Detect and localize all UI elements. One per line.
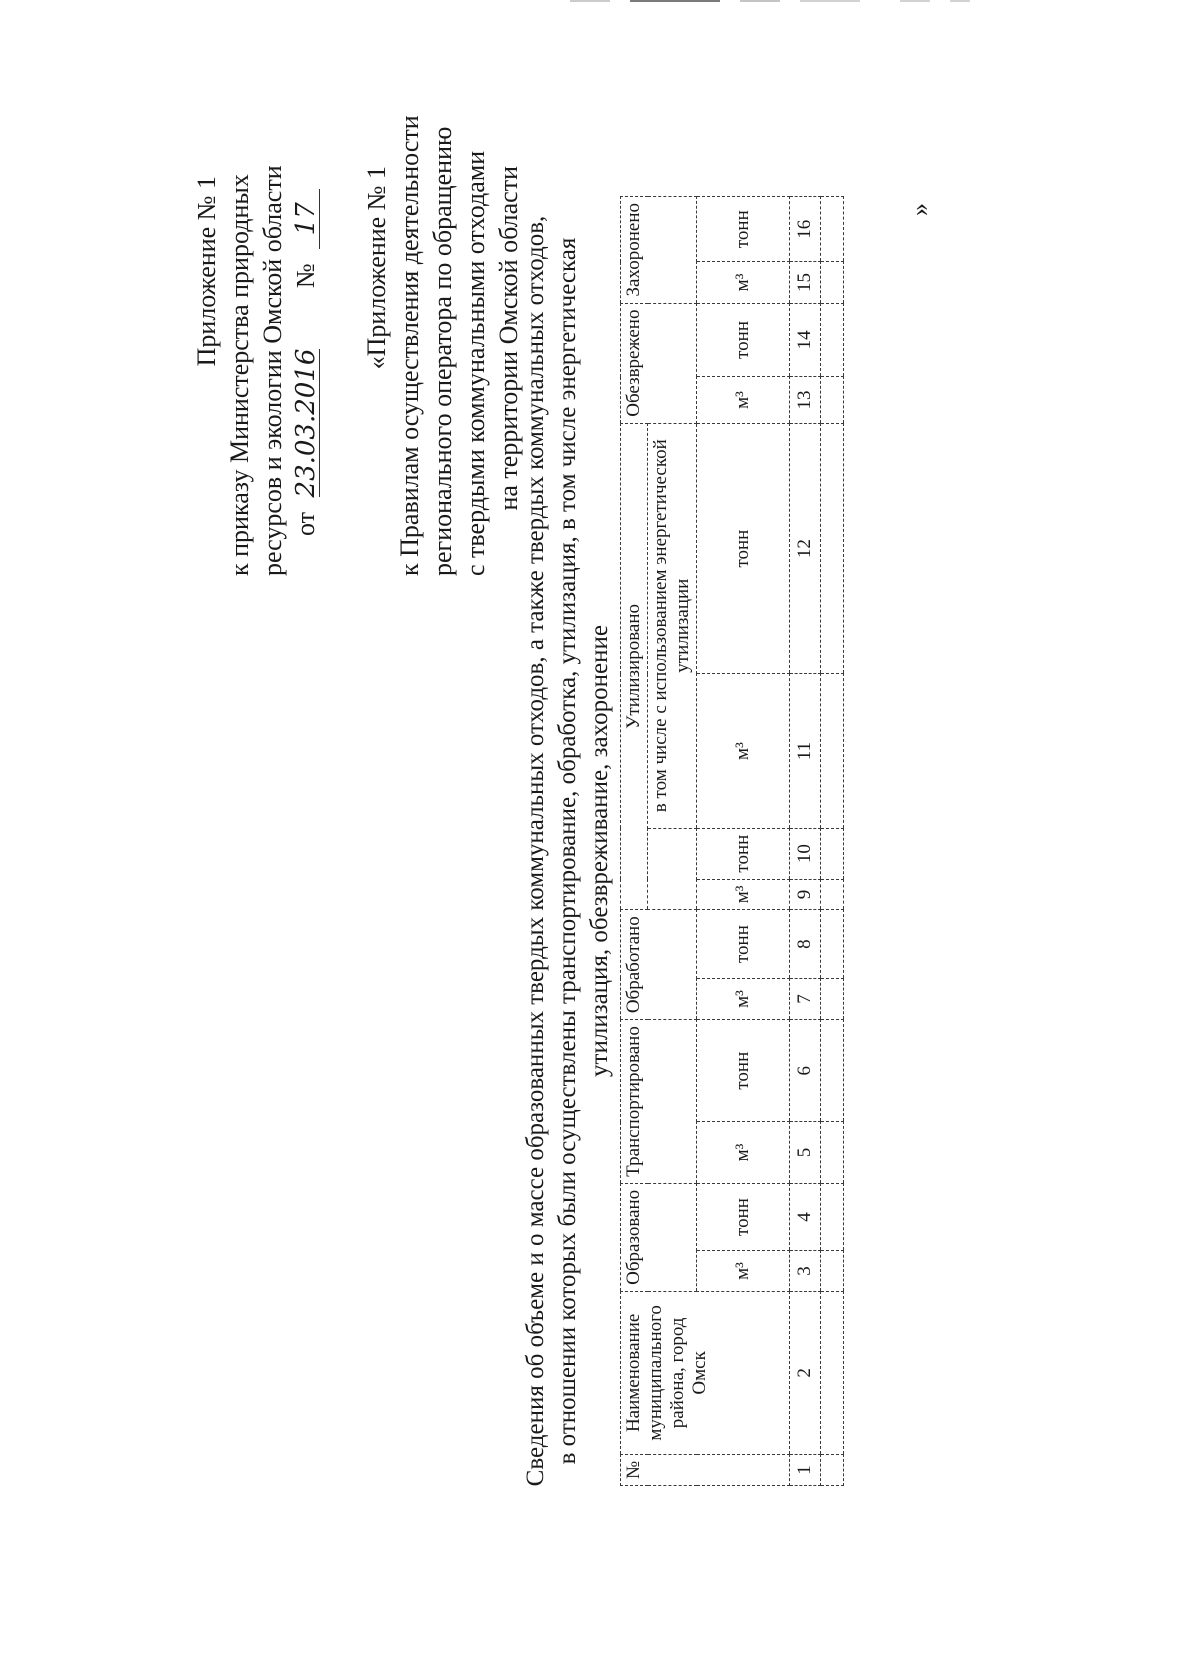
column-number: 1 — [790, 1454, 821, 1485]
empty-cell — [821, 423, 844, 674]
appendix-title: Приложение № 1 — [192, 176, 221, 367]
header-formed: Образовано — [621, 1183, 697, 1291]
closing-quote: » — [905, 203, 934, 216]
empty-cell — [821, 262, 844, 303]
rules-line-5: на территории Омской области — [494, 166, 523, 511]
empty-data-row — [821, 197, 844, 1486]
unit-m3: м³ — [697, 262, 790, 303]
column-number: 11 — [790, 674, 821, 828]
scan-edge-artifact — [570, 0, 990, 4]
unit-m3: м³ — [697, 674, 790, 828]
appendix-ref-line-1: к приказу Министерства природных — [225, 174, 254, 576]
header-transported: Транспортировано — [621, 1020, 697, 1184]
header-name: Наименование муниципального района, город Омск — [621, 1291, 790, 1454]
unit-tonnes: тонн — [697, 303, 790, 377]
empty-cell — [821, 910, 844, 979]
column-number-row — [790, 197, 821, 1486]
column-number: 15 — [790, 262, 821, 303]
unit-tonnes: тонн — [697, 1020, 790, 1122]
column-number: 10 — [790, 828, 821, 879]
rotated-page — [0, 115, 1100, 1576]
document-title — [520, 186, 616, 1516]
empty-cell — [821, 1183, 844, 1250]
unit-tonnes: тонн — [697, 910, 790, 979]
title-line-3: утилизация, обезвреживание, захоронение — [586, 625, 613, 1077]
empty-cell — [821, 1020, 844, 1122]
column-number: 3 — [790, 1251, 821, 1292]
column-number: 14 — [790, 303, 821, 377]
header-utilized: Утилизировано — [621, 423, 648, 910]
rules-line-1: «Приложение № 1 — [362, 166, 391, 370]
unit-tonnes: тонн — [697, 197, 790, 262]
header-no: № — [621, 1454, 790, 1485]
rules-line-2: к Правилам осуществления деятельности — [395, 115, 424, 576]
unit-m3: м³ — [697, 377, 790, 423]
appendix-ref-line-2: ресурсов и экологии Омской области — [258, 165, 287, 576]
header-processed: Обработано — [621, 910, 697, 1020]
title-line-1: Сведения об объеме и о массе образованных твердых коммунальных отходов, а также твердых коммунальных отходов, — [522, 215, 549, 1487]
empty-cell — [821, 879, 844, 910]
column-number: 2 — [790, 1291, 821, 1454]
column-number: 13 — [790, 377, 821, 423]
empty-cell — [821, 978, 844, 1019]
rules-line-3: регионального оператора по обращению — [428, 126, 457, 576]
empty-cell — [821, 674, 844, 828]
title-line-2: в отношении которых были осуществлены транспортирование, обработка, утилизация, в том числе энергетическая — [554, 237, 581, 1465]
column-number: 7 — [790, 978, 821, 1019]
unit-m3: м³ — [697, 978, 790, 1019]
unit-tonnes: тонн — [697, 1183, 790, 1250]
empty-cell — [821, 377, 844, 423]
empty-cell — [821, 1122, 844, 1184]
handwritten-date: 23.03.2016 — [291, 348, 321, 498]
empty-cell — [821, 828, 844, 879]
column-number: 5 — [790, 1122, 821, 1184]
header-utilized-blank — [648, 828, 697, 910]
unit-tonnes: тонн — [697, 423, 790, 674]
column-number: 4 — [790, 1183, 821, 1250]
column-number: 16 — [790, 197, 821, 262]
rules-reference — [360, 115, 525, 576]
number-prefix: № — [291, 263, 320, 289]
empty-cell — [821, 303, 844, 377]
unit-m3: м³ — [697, 1122, 790, 1184]
header-energy-sub: в том числе с использованием энергетической утилизации — [648, 423, 697, 828]
waste-report-table — [620, 196, 844, 1486]
column-number: 12 — [790, 423, 821, 674]
empty-cell — [821, 1251, 844, 1292]
column-number: 6 — [790, 1020, 821, 1122]
column-number: 9 — [790, 879, 821, 910]
appendix-header — [190, 165, 322, 576]
date-prefix: от — [291, 511, 320, 536]
header-neutralized: Обезврежено — [621, 303, 697, 423]
empty-cell — [821, 1291, 844, 1454]
unit-m3: м³ — [697, 879, 790, 910]
appendix-date-line — [289, 176, 322, 576]
empty-cell — [821, 197, 844, 262]
empty-cell — [821, 1454, 844, 1485]
column-number: 8 — [790, 910, 821, 979]
header-buried: Захоронено — [621, 197, 697, 304]
header-row-groups — [621, 197, 648, 1486]
handwritten-number: 17 — [293, 189, 320, 249]
unit-m3: м³ — [697, 1251, 790, 1292]
unit-tonnes: тонн — [697, 828, 790, 879]
rules-line-4: с твердыми коммунальными отходами — [461, 150, 490, 576]
